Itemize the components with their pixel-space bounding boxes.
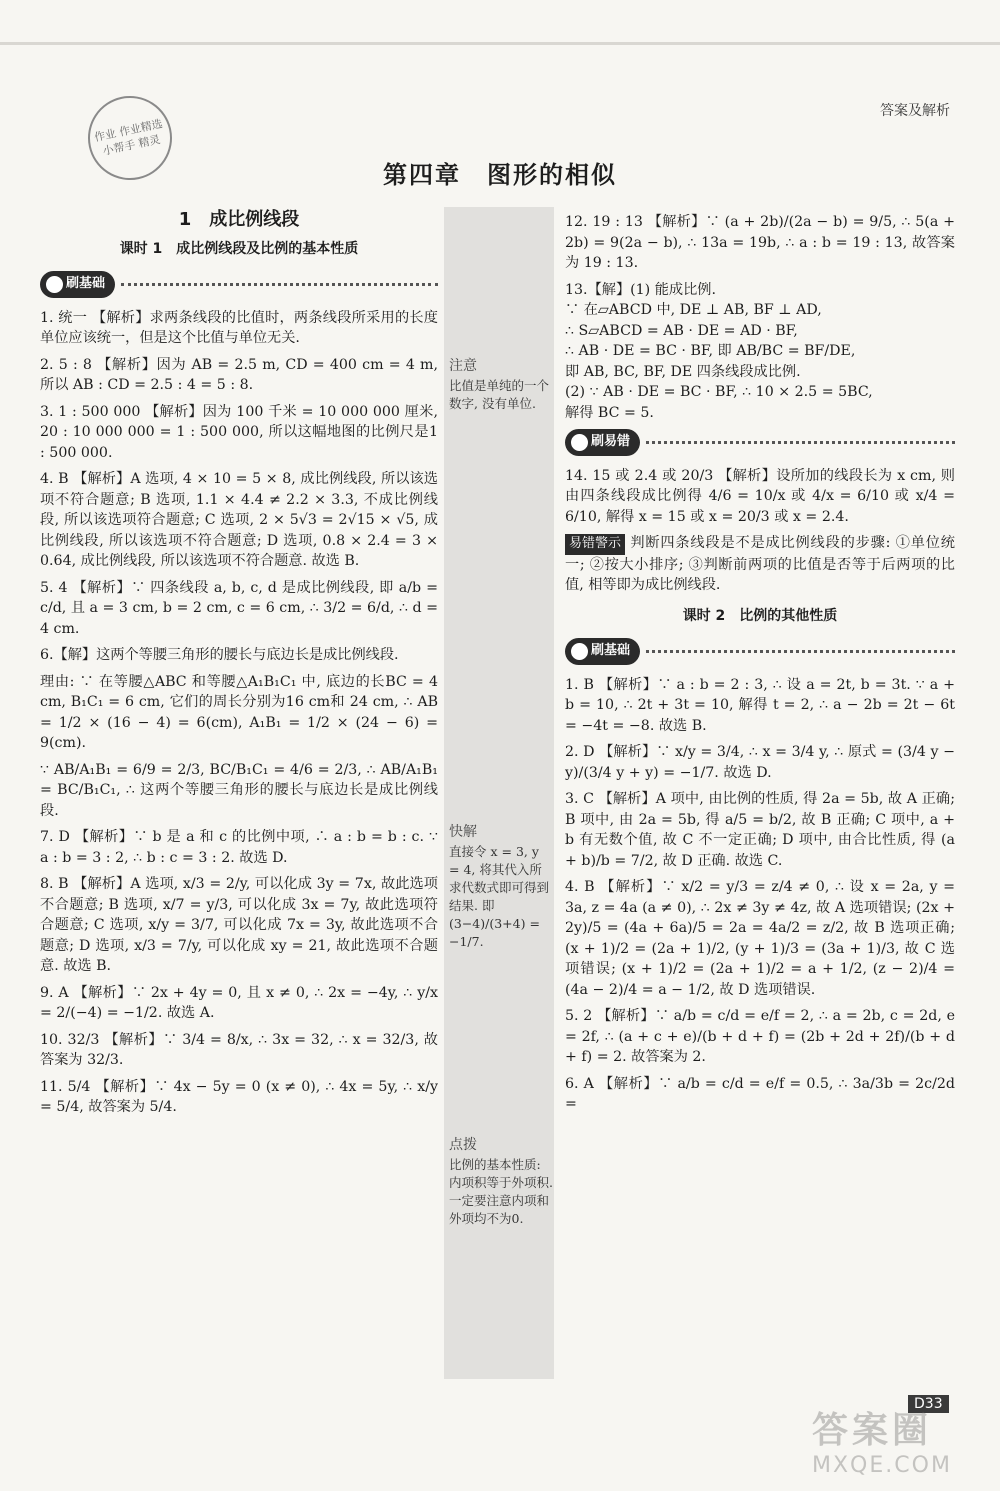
warning-label: 易错警示 xyxy=(565,534,625,555)
header-label: 答案及解析 xyxy=(880,103,950,119)
answer-item: 2. D 【解析】∵ x/y = 3/4, ∴ x = 3/4 y, ∴ 原式 = (3/4 y − y)/(3/4 y + y) = −1/7. 故选 D. xyxy=(565,744,955,781)
answer-item: 14. 15 或 2.4 或 20/3 【解析】设所加的线段长为 x cm, 则由四条线段成比例得 4/6 = 10/x 或 4/x = 6/10 或 x/4 = 6/10, 解得 x = 15 或 x = 20/3 或 x = 2.4. xyxy=(565,467,955,525)
badge-label: 刷基础 xyxy=(565,638,640,665)
badge-basic xyxy=(40,271,438,298)
answer-item: ∵ AB/A₁B₁ = 6/9 = 2/3, BC/B₁C₁ = 4/6 = 2/3, ∴ AB/A₁B₁ = BC/B₁C₁, ∴ 这两个等腰三角形的腰长与底边长是成比例线段. xyxy=(40,761,438,819)
answer-line: ∴ S▱ABCD = AB · DE = AD · BF, xyxy=(565,322,798,339)
note-body: 直接令 x = 3, y = 4, 将其代入所求代数式即可得到结果. 即 (3−4)/(3+4) = −1/7. xyxy=(449,844,550,949)
watermark-line: MXQE.COM xyxy=(812,1453,952,1478)
lesson-title: 课时 2 比例的其他性质 xyxy=(682,607,838,624)
watermark-line: 答案圈 xyxy=(812,1410,933,1451)
top-rule xyxy=(0,42,1000,45)
answer-item: 6. A 【解析】∵ a/b = c/d = e/f = 0.5, ∴ 3a/3b = 2c/2d = xyxy=(565,1075,955,1112)
answer-item: 10. 32/3 【解析】∵ 3/4 = 8/x, ∴ 3x = 32, ∴ x = 32/3, 故答案为 32/3. xyxy=(40,1031,438,1068)
note-attention xyxy=(449,357,553,413)
answer-item: 7. D 【解析】∵ b 是 a 和 c 的比例中项, ∴ a : b = b : c. ∵ a : b = 3 : 2, ∴ b : c = 3 : 2. 故选 D. xyxy=(40,829,438,866)
answer-item: 1. B 【解析】∵ a : b = 2 : 3, ∴ 设 a = 2t, b = 3t. ∵ a + b = 10, ∴ 2t + 3t = 10, 解得 t = 2, ∴ a − 2b = 2t − 6t = −4t = −8. 故选 B. xyxy=(565,676,955,734)
answer-line: (2) ∵ AB · DE = BC · BF, ∴ 10 × 2.5 = 5BC, xyxy=(565,384,873,400)
answer-item: 11. 5/4 【解析】∵ 4x − 5y = 0 (x ≠ 0), ∴ 4x = 5y, ∴ x/y = 5/4, 故答案为 5/4. xyxy=(40,1078,438,1115)
note-head: 注意 xyxy=(449,358,477,374)
stamp-text: 作业 作业精选小帮手 精灵 xyxy=(93,117,164,158)
dotted-rule xyxy=(646,650,955,653)
note-body: 比例的基本性质: 内项积等于外项积. 一定要注意内项和外项均不为0. xyxy=(449,1157,553,1226)
answer-line: ∵ 在▱ABCD 中, DE ⊥ AB, BF ⊥ AD, xyxy=(565,302,822,318)
note-body: 比值是单纯的一个数字, 没有单位. xyxy=(449,378,550,411)
answer-item: 1. 统一 【解析】求两条线段的比值时，两条线段所采用的长度单位应该统一，但是这个比值与单位无关. xyxy=(40,309,438,346)
answer-line: ∴ AB · DE = BC · BF, 即 AB/BC = BF/DE, xyxy=(565,343,856,359)
note-head: 快解 xyxy=(449,824,477,840)
note-hint xyxy=(449,1136,553,1228)
answer-item: 9. A 【解析】∵ 2x + 4y = 0, 且 x ≠ 0, ∴ 2x = −4y, ∴ y/x = 2/(−4) = −1/2. 故选 A. xyxy=(40,984,438,1021)
answer-item: 4. B 【解析】A 选项, 4 × 10 = 5 × 8, 成比例线段, 所以该选项不符合题意; B 选项, 1.1 × 4.4 ≠ 2.2 × 3.3, 不成比例线段, 所以该选项符合题意; C 选项, 2 × 5√3 = 2√15 × √5, 成比例线段, 所以该选项不符合题意; D 选项, 0.8 × 2.4 = 3 × 0.64, 成比例线段, 所以该选项不符合题意. 故选 B. xyxy=(40,471,438,569)
watermark-logo xyxy=(812,1402,982,1482)
badge-basic xyxy=(565,638,955,665)
warning-text: 判断四条线段是不是成比例线段的步骤: ①单位统一; ②按大小排序; ③判断前两项的比值是否等于后两项的比值, 相等即为成比例线段. xyxy=(565,535,955,593)
note-head: 点拨 xyxy=(449,1137,477,1153)
answer-item: 8. B 【解析】A 选项, x/3 = 2/y, 可以化成 3y = 7x, 故此选项不合题意; B 选项, x/7 = y/3, 可以化成 3x = 7y, 故此选项符合题意; C 选项, x/y = 3/7, 可以化成 7x = 3y, 故此选项不合题意; D 选项, x/3 = 7/y, 可以化成 xy = 21, 故此选项不合题意. 故选 B. xyxy=(40,876,438,974)
note-quick xyxy=(449,823,553,951)
answer-item: 5. 2 【解析】∵ a/b = c/d = e/f = 2, ∴ a = 2b, c = 2d, e = 2f, ∴ (a + c + e)/(b + d + f) = (2b + 2d + 2f)/(b + d + f) = 2. 故答案为 2. xyxy=(565,1008,955,1065)
badge-label: 刷基础 xyxy=(40,271,115,298)
right-column xyxy=(565,212,955,1121)
warning-box xyxy=(565,533,955,596)
page-number: D33 xyxy=(908,1395,949,1413)
answer-item: 13.【解】(1) 能成比例. xyxy=(565,281,716,298)
section-title: 1 成比例线段 xyxy=(178,209,300,230)
badge-mistakes xyxy=(565,429,955,456)
lesson-title: 课时 1 成比例线段及比例的基本性质 xyxy=(119,240,359,257)
answer-line: 解得 BC = 5. xyxy=(565,404,654,421)
answer-item: 12. 19 : 13 【解析】∵ (a + 2b)/(2a − b) = 9/5, ∴ 5(a + 2b) = 9(2a − b), ∴ 13a = 19b, ∴ a : b = 19 : 13, 故答案为 19 : 13. xyxy=(565,214,955,271)
answer-item: 2. 5 : 8 【解析】因为 AB = 2.5 m, CD = 400 cm = 4 m, 所以 AB : CD = 2.5 : 4 = 5 : 8. xyxy=(40,356,438,393)
badge-label: 刷易错 xyxy=(565,429,640,456)
answer-item: 6.【解】这两个等腰三角形的腰长与底边长是成比例线段. xyxy=(40,647,399,663)
answer-item: 3. 1 : 500 000 【解析】因为 100 千米 = 10 000 000 厘米, 20 : 10 000 000 = 1 : 500 000, 所以这幅地图的比例尺是1 : 500 000. xyxy=(40,403,438,461)
answer-line: 即 AB, BC, BF, DE 四条线段成比例. xyxy=(565,363,801,380)
answer-item: 4. B 【解析】∵ x/2 = y/3 = z/4 ≠ 0, ∴ 设 x = 2a, y = 3a, z = 4a (a ≠ 0), ∴ 2x ≠ 3y ≠ 4z, 故 A 选项错误; (2x + 2y)/5 = (4a + 6a)/5 = 2a = 4a/2 = z/2, 故 B 选项正确; (x + 1)/2 = (2a + 1)/2, (y + 1)/3 = (3a + 1)/3, 故 C 选项错误; (x + 1)/2 = (2a + 1)/2 = a + 1/2, (z − 2)/4 = (4a − 2)/4 = a − 1/2, 故 D 选项错误. xyxy=(565,879,955,998)
dotted-rule xyxy=(121,283,438,286)
chapter-title: 第四章 图形的相似 xyxy=(383,161,617,189)
answer-item: 理由: ∵ 在等腰△ABC 和等腰△A₁B₁C₁ 中, 底边的长BC = 4 cm, B₁C₁ = 6 cm, 它们的周长分别为16 cm和 24 cm, ∴ AB = 1/2 × (16 − 4) = 6(cm), A₁B₁ = 1/2 × (24 − 6) = 9(cm). xyxy=(40,673,438,751)
left-column xyxy=(40,208,438,1124)
answer-item: 5. 4 【解析】∵ 四条线段 a, b, c, d 是成比例线段, 即 a/b = c/d, 且 a = 3 cm, b = 2 cm, c = 6 cm, ∴ 3/2 = 6/d, ∴ d = 4 cm. xyxy=(40,579,438,637)
dotted-rule xyxy=(646,441,955,444)
answer-item: 3. C 【解析】A 项中, 由比例的性质, 得 2a = 5b, 故 A 正确; B 项中, 由 2a = 5b, 得 a/5 = b/2, 故 B 正确; C 项中, a + b 有无数个值, 故 C 不一定正确; D 项中, 由合比性质, 得 (a + b)/b = 7/2, 故 D 正确. 故选 C. xyxy=(565,791,955,869)
